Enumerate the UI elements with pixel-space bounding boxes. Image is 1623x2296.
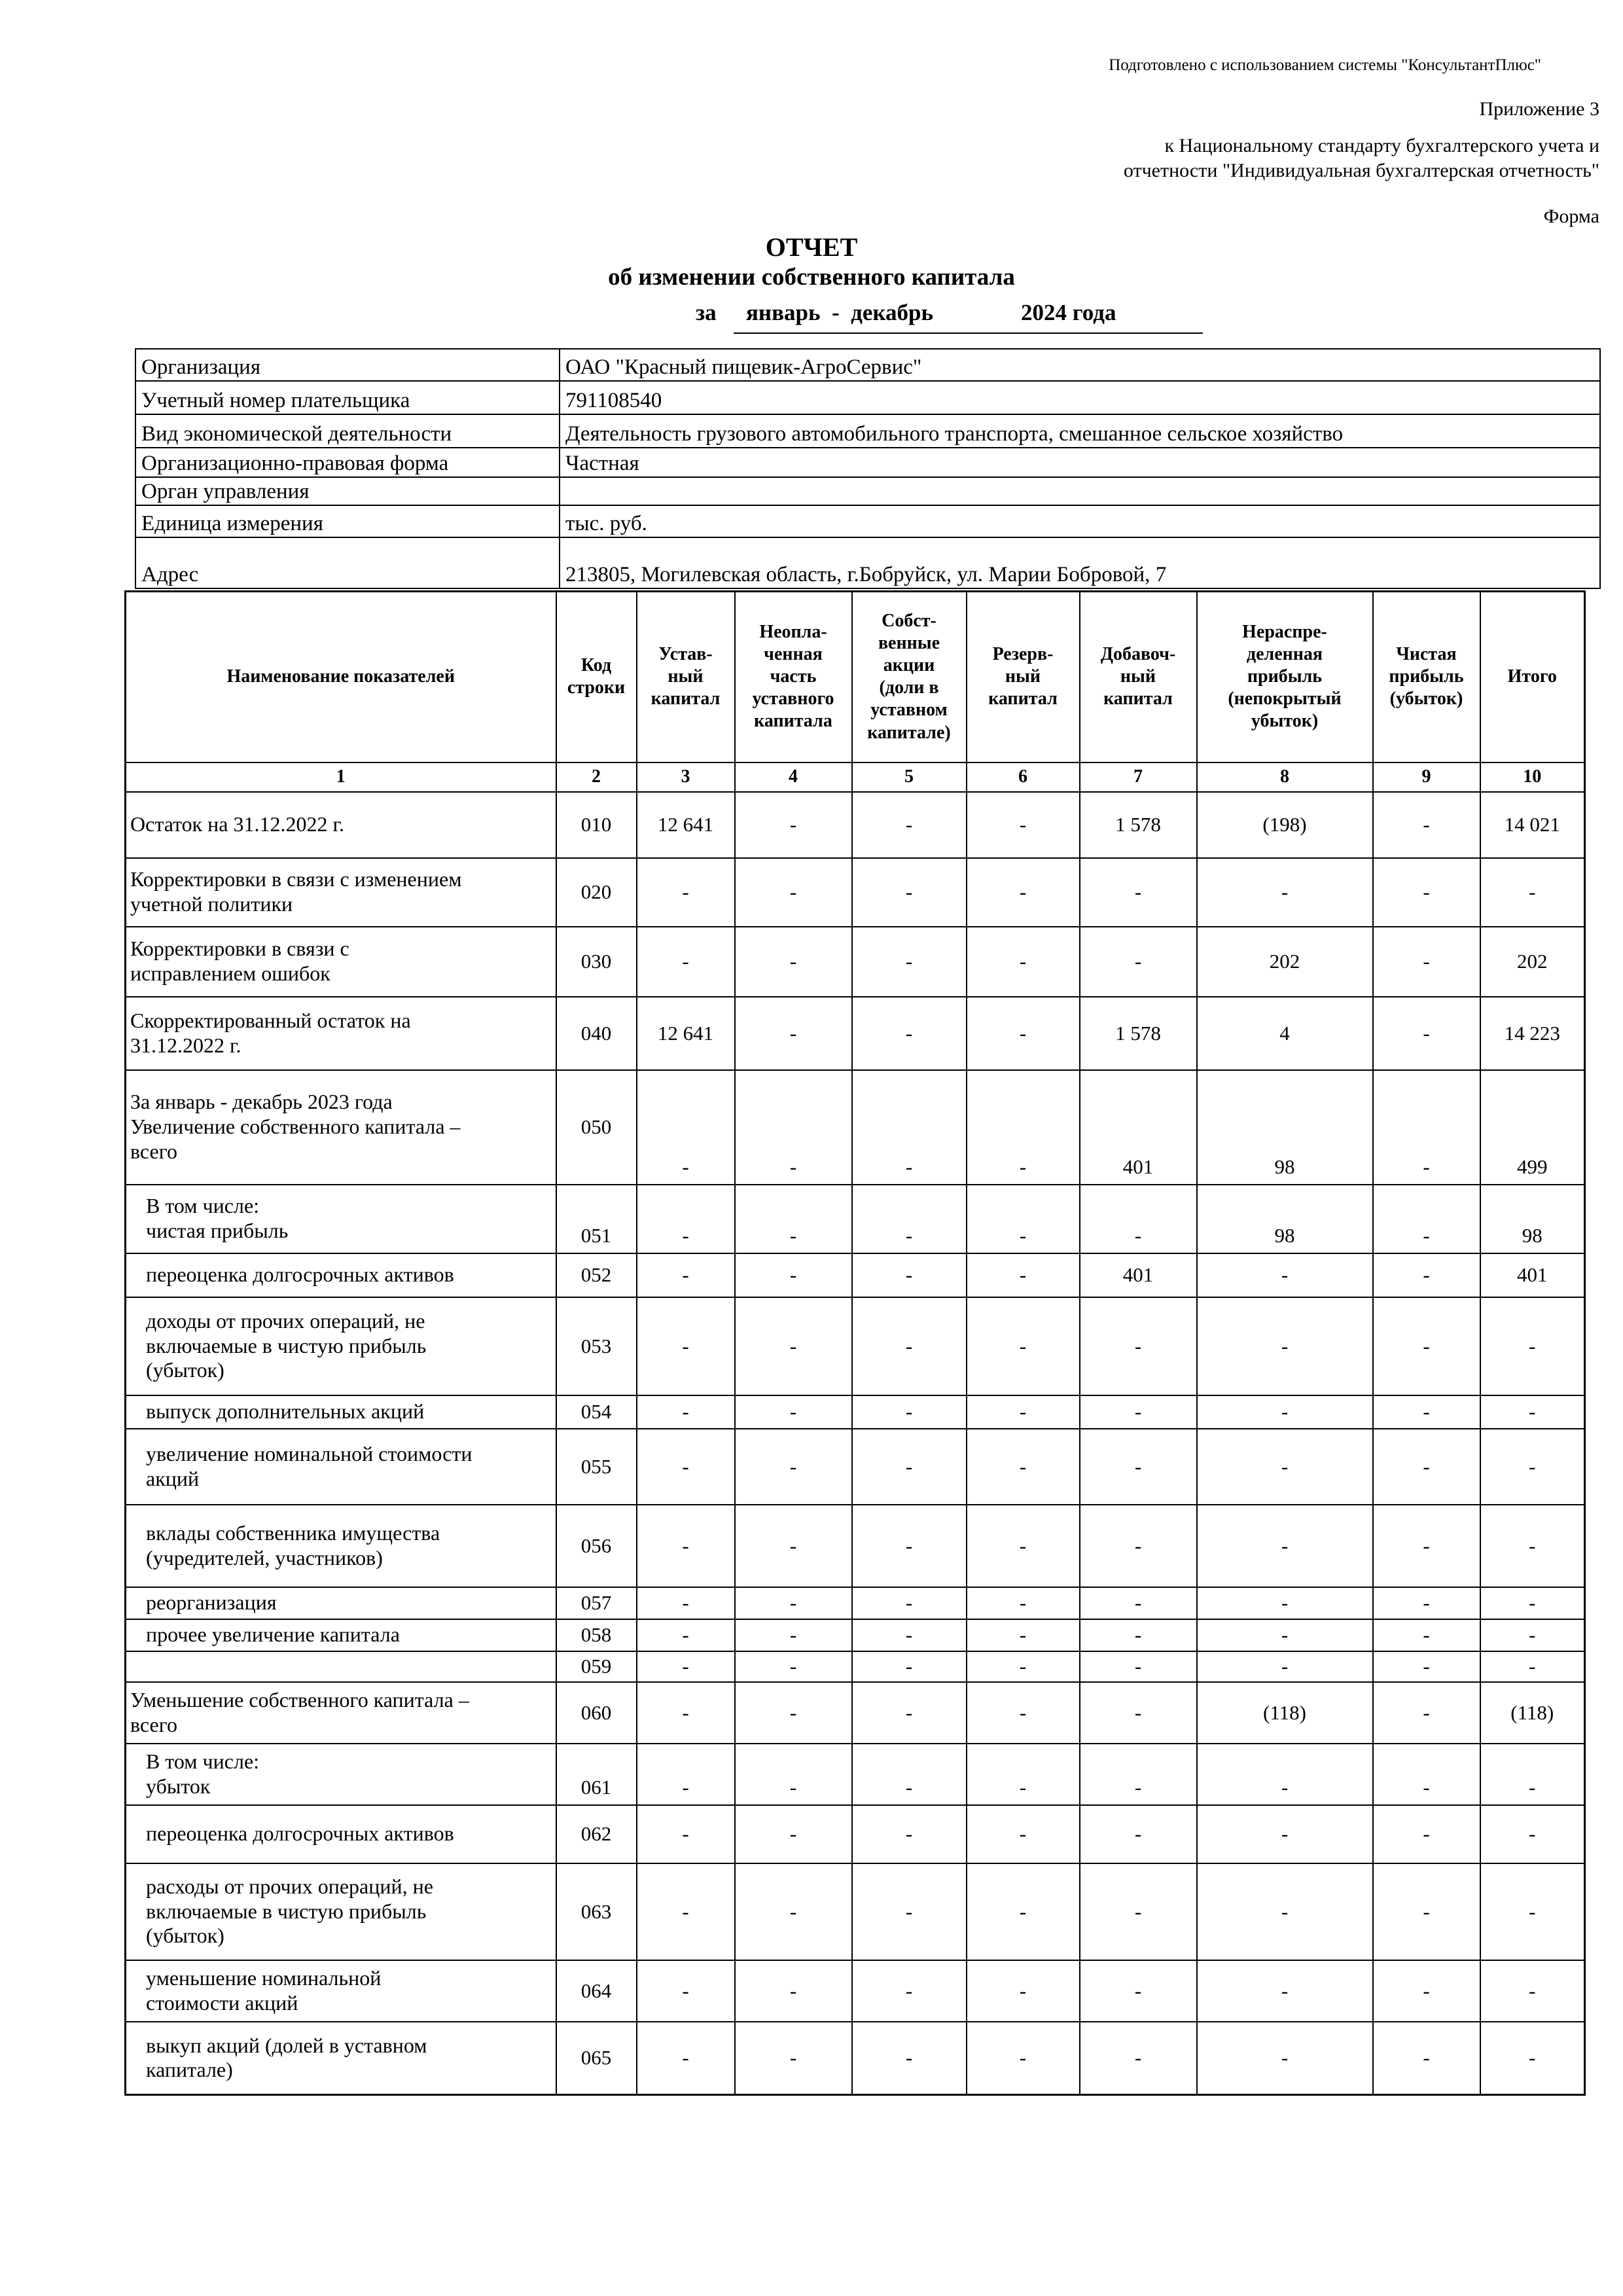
row-value: - — [852, 1587, 967, 1619]
row-value: - — [637, 1682, 735, 1744]
row-value: - — [852, 927, 967, 997]
row-value: - — [967, 1805, 1080, 1863]
row-value: - — [852, 1619, 967, 1651]
row-value: - — [1480, 858, 1585, 927]
row-value: 98 — [1197, 1185, 1373, 1253]
row-value: - — [1080, 1619, 1197, 1651]
row-value: - — [852, 1395, 967, 1429]
row-value: - — [735, 1619, 852, 1651]
row-value: - — [1080, 1744, 1197, 1805]
row-value: - — [1480, 1587, 1585, 1619]
row-value: - — [852, 1960, 967, 2022]
table-row — [126, 1863, 1585, 1960]
org-info-label: Орган управления — [135, 477, 560, 505]
row-value: - — [967, 1395, 1080, 1429]
row-value: - — [637, 1253, 735, 1297]
row-code: 055 — [556, 1429, 637, 1505]
row-value: - — [1480, 2022, 1585, 2095]
appendix-label: Приложение 3 — [1479, 98, 1599, 120]
row-value: - — [637, 1429, 735, 1505]
table-row — [126, 1651, 1585, 1682]
row-value: - — [637, 1805, 735, 1863]
org-info-label: Организационно-правовая форма — [135, 448, 560, 477]
row-value: 401 — [1080, 1070, 1197, 1185]
row-value: - — [852, 2022, 967, 2095]
row-value: - — [735, 1395, 852, 1429]
column-header: Нераспре- деленная прибыль (непокрытый убыток) — [1197, 592, 1373, 762]
row-value: 1 578 — [1080, 792, 1197, 858]
organization-info-table — [135, 348, 1601, 589]
table-row — [126, 1682, 1585, 1744]
row-value: - — [852, 858, 967, 927]
row-value: - — [735, 1682, 852, 1744]
row-value: - — [852, 1253, 967, 1297]
org-info-value: 791108540 — [560, 381, 1600, 414]
row-value: - — [1480, 1651, 1585, 1682]
row-value: 202 — [1197, 927, 1373, 997]
column-header: Резерв- ный капитал — [967, 592, 1080, 762]
row-value: - — [1373, 927, 1480, 997]
row-value: (118) — [1480, 1682, 1585, 1744]
row-value: - — [1480, 1505, 1585, 1587]
row-value: - — [1080, 1682, 1197, 1744]
row-value: - — [637, 1863, 735, 1960]
row-value: - — [1197, 2022, 1373, 2095]
row-code: 065 — [556, 2022, 637, 2095]
row-value: - — [1480, 1863, 1585, 1960]
row-value: 14 223 — [1480, 997, 1585, 1070]
row-code: 040 — [556, 997, 637, 1070]
row-value: (118) — [1197, 1682, 1373, 1744]
row-value: - — [1373, 1805, 1480, 1863]
row-value: - — [1197, 1744, 1373, 1805]
row-value: - — [967, 1070, 1080, 1185]
column-number: 2 — [556, 762, 637, 792]
org-info-value: Частная — [560, 448, 1600, 477]
row-value: - — [1197, 858, 1373, 927]
row-value: - — [967, 1682, 1080, 1744]
row-value: - — [852, 997, 967, 1070]
row-value: - — [735, 1505, 852, 1587]
row-value: - — [1197, 1297, 1373, 1395]
row-value: - — [1373, 1185, 1480, 1253]
row-value: - — [735, 1587, 852, 1619]
row-value: - — [967, 1744, 1080, 1805]
row-value: 98 — [1480, 1185, 1585, 1253]
table-row — [126, 1429, 1585, 1505]
row-value: - — [735, 1744, 852, 1805]
row-name: уменьшение номинальной стоимости акций — [126, 1960, 556, 2022]
org-info-row — [135, 381, 1600, 414]
column-header: Устав- ный капитал — [637, 592, 735, 762]
row-value: - — [1080, 1429, 1197, 1505]
row-value: 401 — [1480, 1253, 1585, 1297]
row-value: - — [1197, 1651, 1373, 1682]
row-name: прочее увеличение капитала — [126, 1619, 556, 1651]
row-value: - — [1373, 1744, 1480, 1805]
row-name: доходы от прочих операций, не включаемые в чистую прибыль (убыток) — [126, 1297, 556, 1395]
row-value: - — [637, 1505, 735, 1587]
row-value: - — [852, 1070, 967, 1185]
row-value: - — [637, 2022, 735, 2095]
row-value: - — [1373, 997, 1480, 1070]
row-value: - — [1373, 858, 1480, 927]
row-value: - — [1373, 1395, 1480, 1429]
row-value: - — [735, 927, 852, 997]
table-row — [126, 1960, 1585, 2022]
row-code: 056 — [556, 1505, 637, 1587]
column-header: Код строки — [556, 592, 637, 762]
row-value: - — [967, 1863, 1080, 1960]
row-value: - — [852, 1651, 967, 1682]
row-value: - — [852, 1429, 967, 1505]
row-value: - — [1373, 1505, 1480, 1587]
org-info-label: Вид экономической деятельности — [135, 414, 560, 448]
row-name — [126, 1651, 556, 1682]
row-value: - — [1480, 1805, 1585, 1863]
org-info-label: Единица измерения — [135, 505, 560, 537]
row-code: 063 — [556, 1863, 637, 1960]
org-info-row — [135, 414, 1600, 448]
row-code: 057 — [556, 1587, 637, 1619]
report-title: ОТЧЕТ — [765, 232, 858, 262]
table-row — [126, 997, 1585, 1070]
row-name: реорганизация — [126, 1587, 556, 1619]
column-header: Собст- венные акции (доли в уставном капитале) — [852, 592, 967, 762]
row-value: - — [1373, 1297, 1480, 1395]
row-value: - — [735, 1960, 852, 2022]
row-value: - — [967, 1253, 1080, 1297]
table-row — [126, 927, 1585, 997]
standard-reference-line-2: отчетности "Индивидуальная бухгалтерская отчетность" — [1123, 160, 1599, 181]
row-value: - — [1197, 1395, 1373, 1429]
row-code: 058 — [556, 1619, 637, 1651]
row-value: - — [967, 2022, 1080, 2095]
row-value: - — [1197, 1253, 1373, 1297]
table-row — [126, 1297, 1585, 1395]
row-value: - — [1197, 1505, 1373, 1587]
row-value: - — [1480, 1744, 1585, 1805]
row-value: - — [1197, 1587, 1373, 1619]
row-name: расходы от прочих операций, не включаемые в чистую прибыль (убыток) — [126, 1863, 556, 1960]
row-value: - — [852, 1744, 967, 1805]
table-row — [126, 1587, 1585, 1619]
row-value: - — [852, 1863, 967, 1960]
row-value: 1 578 — [1080, 997, 1197, 1070]
row-name: В том числе: чистая прибыль — [126, 1185, 556, 1253]
row-code: 059 — [556, 1651, 637, 1682]
row-value: - — [1197, 1960, 1373, 2022]
report-period: январь - декабрь — [746, 300, 933, 325]
row-name: выкуп акций (долей в уставном капитале) — [126, 2022, 556, 2095]
row-name: переоценка долгосрочных активов — [126, 1253, 556, 1297]
row-value: - — [1080, 1297, 1197, 1395]
row-value: - — [852, 1185, 967, 1253]
row-value: - — [735, 1253, 852, 1297]
row-value: - — [1080, 927, 1197, 997]
row-name: переоценка долгосрочных активов — [126, 1805, 556, 1863]
row-value: - — [1373, 1253, 1480, 1297]
column-number: 4 — [735, 762, 852, 792]
row-value: - — [967, 997, 1080, 1070]
column-number: 8 — [1197, 762, 1373, 792]
row-value: - — [852, 1682, 967, 1744]
row-name: выпуск дополнительных акций — [126, 1395, 556, 1429]
row-name: вклады собственника имущества (учредителей, участников) — [126, 1505, 556, 1587]
row-value: - — [1080, 1505, 1197, 1587]
org-info-row — [135, 505, 1600, 537]
org-info-row — [135, 349, 1600, 381]
column-number: 3 — [637, 762, 735, 792]
column-number: 7 — [1080, 762, 1197, 792]
form-label: Форма — [1543, 206, 1599, 227]
row-value: - — [967, 1429, 1080, 1505]
row-value: - — [637, 1587, 735, 1619]
row-name: В том числе: убыток — [126, 1744, 556, 1805]
row-value: - — [967, 1651, 1080, 1682]
row-value: - — [1080, 1960, 1197, 2022]
row-code: 020 — [556, 858, 637, 927]
row-name: Корректировки в связи с исправлением ошибок — [126, 927, 556, 997]
row-name: Уменьшение собственного капитала – всего — [126, 1682, 556, 1744]
row-value: - — [735, 997, 852, 1070]
equity-changes-table — [124, 590, 1586, 2096]
report-year: 2024 года — [1021, 300, 1116, 325]
column-header: Итого — [1480, 592, 1585, 762]
org-info-label: Адрес — [135, 537, 560, 588]
row-value: - — [967, 1297, 1080, 1395]
column-header: Чистая прибыль (убыток) — [1373, 592, 1480, 762]
row-value: - — [1197, 1863, 1373, 1960]
row-value: - — [1080, 1395, 1197, 1429]
row-value: - — [852, 1297, 967, 1395]
row-value: - — [1080, 1863, 1197, 1960]
row-value: - — [1373, 1682, 1480, 1744]
row-value: - — [1373, 1960, 1480, 2022]
row-value: - — [735, 1070, 852, 1185]
row-value: (198) — [1197, 792, 1373, 858]
row-value: - — [735, 1651, 852, 1682]
row-value: - — [637, 1395, 735, 1429]
row-code: 062 — [556, 1805, 637, 1863]
table-row — [126, 1070, 1585, 1185]
row-value: - — [967, 1619, 1080, 1651]
row-value: - — [735, 858, 852, 927]
row-code: 052 — [556, 1253, 637, 1297]
row-value: - — [1480, 1297, 1585, 1395]
row-value: - — [1480, 1429, 1585, 1505]
row-value: - — [1373, 1619, 1480, 1651]
row-value: 499 — [1480, 1070, 1585, 1185]
row-value: - — [637, 1960, 735, 2022]
row-value: - — [967, 927, 1080, 997]
row-value: - — [1080, 1185, 1197, 1253]
column-header: Наименование показателей — [126, 592, 556, 762]
org-info-value: 213805, Могилевская область, г.Бобруйск, ул. Марии Бобровой, 7 — [560, 537, 1600, 588]
row-value: - — [967, 1185, 1080, 1253]
row-value: 12 641 — [637, 997, 735, 1070]
column-number: 5 — [852, 762, 967, 792]
row-value: - — [735, 1805, 852, 1863]
row-value: - — [1080, 1805, 1197, 1863]
row-value: - — [1373, 1429, 1480, 1505]
row-value: - — [735, 792, 852, 858]
row-value: - — [852, 1805, 967, 1863]
row-code: 053 — [556, 1297, 637, 1395]
table-row — [126, 1805, 1585, 1863]
header-row — [126, 592, 1585, 762]
org-info-row — [135, 477, 1600, 505]
row-value: 98 — [1197, 1070, 1373, 1185]
row-name: Остаток на 31.12.2022 г. — [126, 792, 556, 858]
row-value: - — [1480, 1619, 1585, 1651]
row-value: - — [1197, 1619, 1373, 1651]
row-name: Скорректированный остаток на 31.12.2022 г. — [126, 997, 556, 1070]
row-value: - — [1197, 1805, 1373, 1863]
row-value: - — [1197, 1429, 1373, 1505]
row-value: 4 — [1197, 997, 1373, 1070]
row-value: - — [967, 1960, 1080, 2022]
row-value: 12 641 — [637, 792, 735, 858]
row-name: За январь - декабрь 2023 года Увеличение собственного капитала – всего — [126, 1070, 556, 1185]
row-value: - — [1480, 1960, 1585, 2022]
row-value: - — [637, 1651, 735, 1682]
table-row — [126, 1744, 1585, 1805]
row-value: - — [1373, 792, 1480, 858]
row-code: 064 — [556, 1960, 637, 2022]
org-info-row — [135, 537, 1600, 588]
org-info-value: Деятельность грузового автомобильного транспорта, смешанное сельское хозяйство — [560, 414, 1600, 448]
row-value: - — [1080, 2022, 1197, 2095]
column-number-row — [126, 762, 1585, 792]
row-value: - — [637, 1185, 735, 1253]
row-code: 060 — [556, 1682, 637, 1744]
row-value: - — [967, 792, 1080, 858]
row-value: - — [637, 927, 735, 997]
row-value: 202 — [1480, 927, 1585, 997]
column-number: 1 — [126, 762, 556, 792]
row-value: - — [852, 792, 967, 858]
row-value: - — [637, 858, 735, 927]
table-row — [126, 1505, 1585, 1587]
table-row — [126, 1253, 1585, 1297]
column-header: Неопла- ченная часть уставного капитала — [735, 592, 852, 762]
column-number: 10 — [1480, 762, 1585, 792]
row-value: - — [1373, 1587, 1480, 1619]
row-value: - — [1373, 1863, 1480, 1960]
column-number: 6 — [967, 762, 1080, 792]
row-code: 051 — [556, 1185, 637, 1253]
column-number: 9 — [1373, 762, 1480, 792]
row-value: - — [637, 1297, 735, 1395]
column-header: Добавоч- ный капитал — [1080, 592, 1197, 762]
row-value: - — [1480, 1395, 1585, 1429]
org-info-label: Организация — [135, 349, 560, 381]
org-info-label: Учетный номер плательщика — [135, 381, 560, 414]
table-row — [126, 1619, 1585, 1651]
row-value: - — [735, 1429, 852, 1505]
row-value: 14 021 — [1480, 792, 1585, 858]
period-prefix: за — [696, 300, 717, 325]
row-code: 010 — [556, 792, 637, 858]
row-value: - — [967, 858, 1080, 927]
org-info-value: тыс. руб. — [560, 505, 1600, 537]
row-value: - — [637, 1619, 735, 1651]
table-row — [126, 792, 1585, 858]
report-subtitle: об изменении собственного капитала — [608, 264, 1015, 291]
row-code: 030 — [556, 927, 637, 997]
row-value: - — [735, 1297, 852, 1395]
row-value: - — [735, 1863, 852, 1960]
row-value: - — [967, 1505, 1080, 1587]
standard-reference-line-1: к Национальному стандарту бухгалтерского учета и — [1164, 135, 1599, 156]
row-value: - — [1080, 858, 1197, 927]
org-info-row — [135, 448, 1600, 477]
row-value: - — [1373, 1070, 1480, 1185]
row-name: увеличение номинальной стоимости акций — [126, 1429, 556, 1505]
period-underline — [734, 332, 1203, 334]
row-name: Корректировки в связи с изменением учетной политики — [126, 858, 556, 927]
row-code: 050 — [556, 1070, 637, 1185]
table-row — [126, 858, 1585, 927]
row-value: - — [1373, 2022, 1480, 2095]
row-value: 401 — [1080, 1253, 1197, 1297]
row-code: 061 — [556, 1744, 637, 1805]
row-value: - — [852, 1505, 967, 1587]
row-value: - — [1080, 1587, 1197, 1619]
org-info-value: ОАО "Красный пищевик-АгроСервис" — [560, 349, 1600, 381]
row-value: - — [637, 1744, 735, 1805]
table-row — [126, 1185, 1585, 1253]
table-row — [126, 2022, 1585, 2095]
row-value: - — [735, 2022, 852, 2095]
row-code: 054 — [556, 1395, 637, 1429]
org-info-value — [560, 477, 1600, 505]
row-value: - — [1373, 1651, 1480, 1682]
row-value: - — [637, 1070, 735, 1185]
row-value: - — [1080, 1651, 1197, 1682]
prepared-note: Подготовлено с использованием системы "КонсультантПлюс" — [1109, 56, 1541, 74]
row-value: - — [735, 1185, 852, 1253]
row-value: - — [967, 1587, 1080, 1619]
table-row — [126, 1395, 1585, 1429]
